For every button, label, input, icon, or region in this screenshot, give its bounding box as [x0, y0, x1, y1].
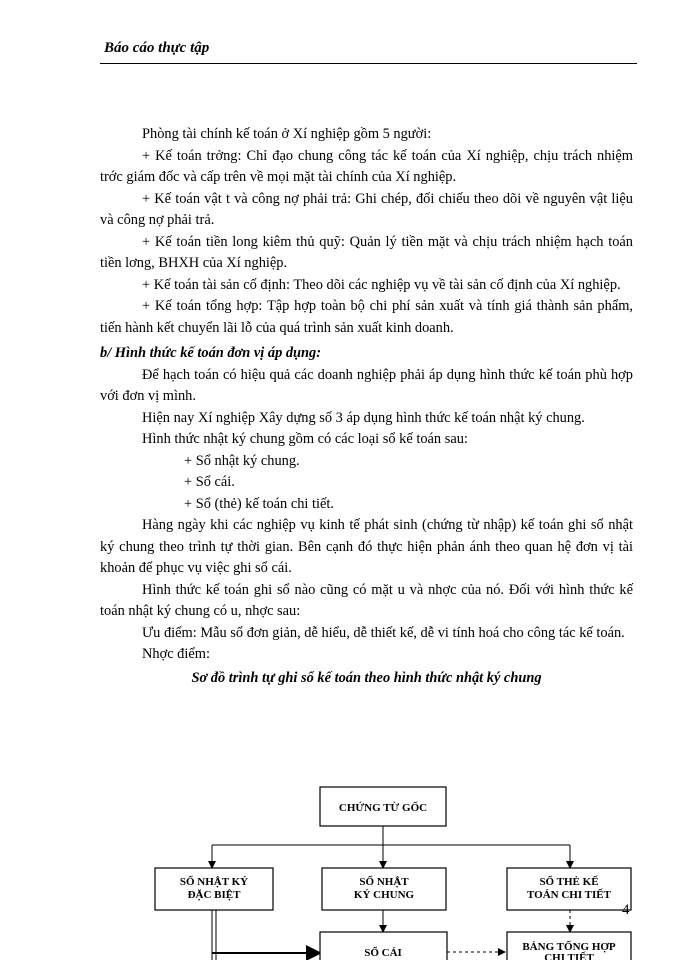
svg-text:SỔ THẺ KẾ: SỔ THẺ KẾ [539, 876, 599, 888]
paragraph-disadvantages: Nhợc điểm: [142, 646, 210, 662]
box-the-ke-toan-chi-tiet [507, 868, 631, 910]
paragraph-daily-recording: Hàng ngày khi các nghiệp vụ kinh tế phát sinh (chứng từ nhập) kế toán ghi sổ nhật ký chung theo trình tự thời gian. Bên cạnh đó thực hiện phản ánh theo quan hệ đơn vị tài khoản để phục vụ việc ghi sổ cái. [100, 517, 633, 576]
paragraph-materials-accountant: + Kế toán vật t và công nợ phải trả: Ghi chép, đối chiếu theo dõi về nguyên vật liệu và công nợ phải trả. [100, 190, 633, 228]
paragraph-advantages: Ưu điểm: Mẫu sổ đơn giản, dễ hiểu, dễ thiết kế, dễ vi tính hoá cho công tác kế toán. [142, 624, 625, 641]
box-nhat-ky-chung [322, 868, 446, 910]
paragraph-current-form: Hiện nay Xí nghiệp Xây dựng số 3 áp dụng hình thức kế toán nhật ký chung. [142, 409, 585, 426]
list-item-ledger: + Sổ cái. [184, 474, 235, 490]
svg-text:ĐẶC BIỆT: ĐẶC BIỆT [187, 889, 241, 901]
list-item-detail-book: + Sổ (thẻ) kế toán chi tiết. [184, 495, 334, 512]
list-item-general-journal: + Sổ nhật ký chung. [184, 452, 300, 469]
paragraph-accounting-form: Để hạch toán có hiệu quả các doanh nghiệp phải áp dụng hình thức kế toán phù hợp với đơn vị mình. [100, 366, 633, 404]
box-so-cai [320, 932, 447, 960]
paragraph-pros-cons: Hình thức kế toán ghi sổ nào cũng có mặt u và nhợc của nó. Đối với hình thức kế toán nhật ký chung có u, nhợc sau: [100, 581, 633, 619]
svg-text:CHỨNG TỪ GỐC: CHỨNG TỪ GỐC [338, 802, 428, 814]
paragraph-staff-intro: Phòng tài chính kế toán ở Xí nghiệp gồm 5 người: [142, 126, 432, 142]
paragraph-fixed-assets-accountant: + Kế toán tài sản cố định: Theo dõi các nghiệp vụ về tài sản cố định của Xí nghiệp. [142, 276, 621, 293]
diagram-title: Sơ đồ trình tự ghi sổ kế toán theo hình thức nhật ký chung [191, 669, 542, 686]
svg-text:CHI TIẾT: CHI TIẾT [544, 952, 594, 960]
box-chung-tu-goc [320, 787, 446, 826]
box-nhat-ky-dac-biet [155, 868, 273, 910]
svg-text:TOÁN CHI TIẾT: TOÁN CHI TIẾT [527, 889, 611, 901]
svg-text:KÝ CHUNG: KÝ CHUNG [353, 889, 415, 901]
svg-text:BẢNG TỔNG HỢP: BẢNG TỔNG HỢP [522, 941, 616, 953]
box-bang-tong-hop-chi-tiet [507, 932, 631, 960]
paragraph-salary-accountant: + Kế toán tiền long kiêm thủ quỹ: Quản lý tiền mặt và chịu trách nhiệm hạch toán tiền lơng, BHXH của Xí nghiệp. [100, 233, 633, 271]
header-title: Báo cáo thực tập [104, 40, 210, 56]
svg-text:SỔ NHẬT KÝ: SỔ NHẬT KÝ [179, 876, 249, 888]
paragraph-chief-accountant: + Kế toán trởng: Chỉ đạo chung công tác kế toán của Xí nghiệp, chịu trách nhiệm trớc giám đốc và cấp trên về mọi mặt tài chính của Xí nghiệp. [100, 147, 633, 185]
paragraph-book-types: Hình thức nhật ký chung gồm có các loại sổ kế toán sau: [142, 431, 468, 447]
svg-text:SỔ CÁI: SỔ CÁI [364, 947, 402, 959]
section-heading: b/ Hình thức kế toán đơn vị áp dụng: [100, 345, 322, 361]
paragraph-general-accountant: + Kế toán tổng hợp: Tập hợp toàn bộ chi phí sản xuất và tính giá thành sản phẩm, tiến hành kết chuyển lãi lỗ của quá trình sản xuất kinh doanh. [100, 298, 633, 336]
page-number: 4 [622, 902, 630, 918]
svg-text:SỔ NHẬT: SỔ NHẬT [359, 876, 409, 888]
